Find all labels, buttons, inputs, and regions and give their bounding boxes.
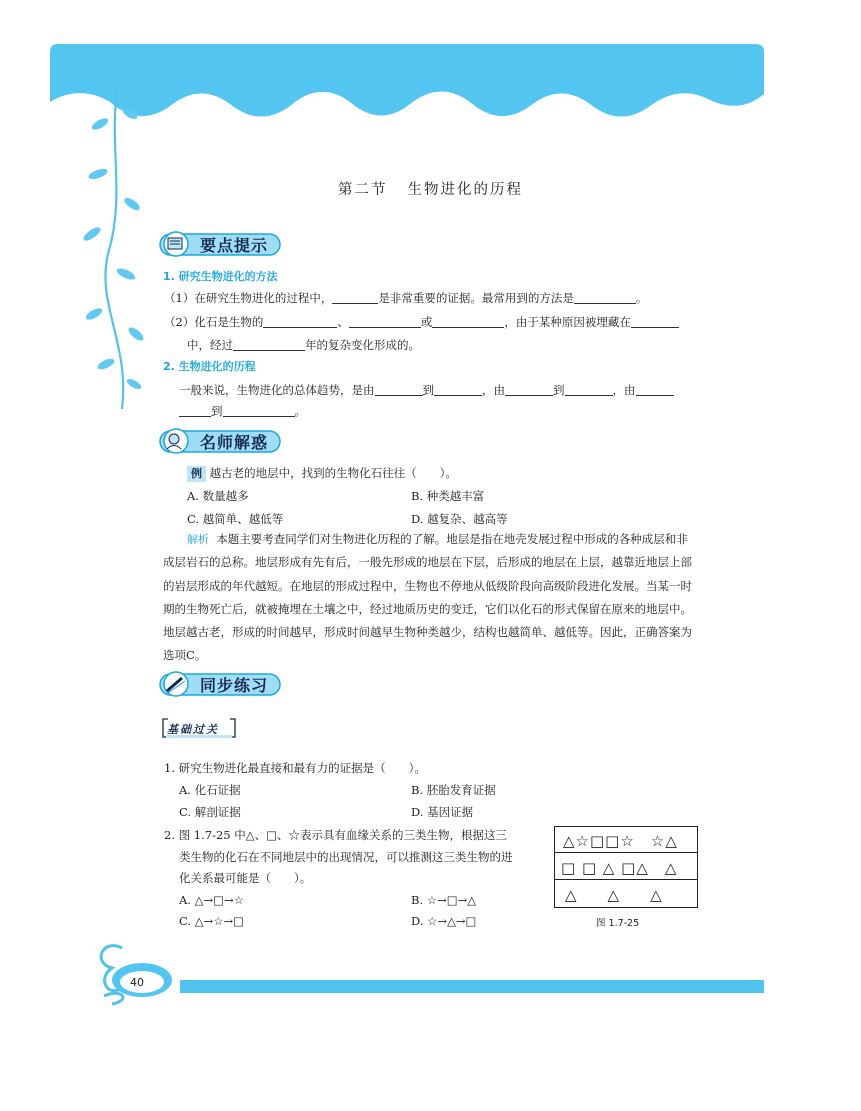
blank[interactable] [631,315,679,328]
key-points-badge [158,231,282,257]
vine-decoration [78,84,148,414]
blank[interactable] [432,315,504,328]
blank[interactable] [179,404,211,417]
analysis-label: 解析 [187,533,209,546]
question-1-1: （1）在研究生物进化的过程中， 是非常重要的证据。最常用到的方法是 。 [164,291,648,305]
section-heading-history: 2. 生物进化的历程 [163,360,256,373]
practice-q1-B: B. 胚胎发育证据 [411,783,496,797]
stratum-divider [555,852,697,853]
practice-q2-line3: 化关系最可能是（ ）。 [179,871,312,885]
practice-badge [158,671,282,697]
blank[interactable] [505,383,553,396]
badge-label: 要点提示 [200,236,269,255]
blank[interactable] [565,383,613,396]
practice-q2-A: A. △→□→☆ [179,893,244,907]
stratum-divider [555,879,697,880]
option-A: A. 数量越多 [187,489,249,503]
blank[interactable] [263,315,337,328]
strata-figure [554,826,698,908]
practice-q2-line1: 2. 图 1.7-25 中△、□、☆表示具有血缘关系的三类生物，根据这三 [164,828,507,842]
blank[interactable] [349,315,421,328]
page-number: 40 [130,976,144,989]
analysis-paragraph: 解析 本题主要考查同学们对生物进化历程的了解。地层是指在地壳发展过程中形成的各种成层和非成层岩石的总称。地层形成有先有后，一般先形成的地层在下层，后形成的地层在上层，越靠近地层上部的岩层形成的年代越短。在地层的形成过程中，生物也不停地从低级阶段向高级阶段进化发展。当某一时期的生物死亡后，就被掩埋在土壤之中，经过地质历史的变迁，它们以化石的形式保留在原来的地层中。地层越古老，形成的时间越早，形成时间越早生物种类越少，结构也越简单、越低等。因此，正确答案为选项C。 [163,532,692,663]
practice-q2-line2: 类生物的化石在不同地层中的出现情况，可以推测这三类生物的进 [179,850,513,864]
badge-label: 名师解惑 [200,433,269,452]
practice-q2-B: B. ☆→□→△ [411,893,477,907]
blank[interactable] [233,338,305,351]
option-C: C. 越简单、越低等 [187,512,284,526]
badge-label: 同步练习 [200,676,269,695]
example-tag: 例 [187,466,206,482]
blank[interactable] [434,383,482,396]
footer-bar [180,980,764,993]
trend-line-1: 一般来说，生物进化的总体趋势，是由 到 ，由 到 ，由 [179,382,674,398]
basic-level-badge: 基础过关 [160,715,238,741]
trend-line-2: 到 。 [179,403,306,419]
blank[interactable] [574,291,636,304]
practice-q1-C: C. 解剖证据 [179,805,241,819]
stratum-top: △☆□□☆ ☆△ [563,832,678,850]
practice-q2-D: D. ☆→△→□ [411,914,477,928]
blank[interactable] [375,383,423,396]
question-1-2: （2）化石是生物的 、 或 ，由于某种原因被埋藏在 [164,314,679,330]
example-question: 例 越古老的地层中，找到的生物化石往往（ ）。 [187,465,457,482]
stratum-bottom: △ △ △ [565,886,670,904]
practice-q1-D: D. 基因证据 [411,805,474,819]
practice-q2-C: C. △→☆→□ [179,914,244,928]
practice-q1-A: A. 化石证据 [179,783,241,797]
teacher-badge [158,428,282,454]
section-heading-methods: 1. 研究生物进化的方法 [163,270,278,283]
header-wave-banner [50,44,764,134]
figure-caption: 图 1.7-25 [596,918,640,929]
practice-q1: 1. 研究生物进化最直接和最有力的证据是（ ）。 [164,761,426,775]
stratum-middle: □ □ △ □△ △ [561,859,678,877]
page-corner-decoration [92,938,182,1006]
option-D: D. 越复杂、越高等 [411,512,508,526]
blank[interactable] [332,291,378,304]
question-1-2-cont: 中，经过 年的复杂变化形成的。 [187,338,420,352]
page-title: 第二节 生物进化的历程 [338,182,523,198]
blank[interactable] [223,404,295,417]
option-B: B. 种类越丰富 [411,489,485,503]
blank[interactable] [636,383,674,396]
